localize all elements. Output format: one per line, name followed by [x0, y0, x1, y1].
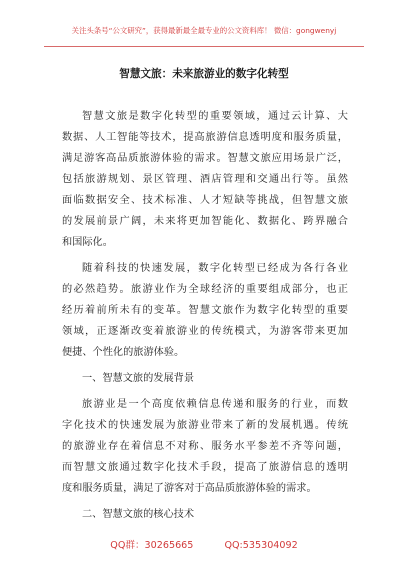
text-line: 度和服务质量，满足了游客对于高品质旅游体验的需求。: [62, 483, 317, 494]
qq-number-text: QQ:535304092: [224, 540, 298, 551]
paragraph: [62, 394, 348, 499]
paragraph: [62, 258, 348, 363]
text-line: 智慧文旅是数字化转型的重要领域，通过云计算、大: [82, 111, 348, 122]
text-line: 的必然趋势。旅游业作为全球经济的重要组成部分，也正: [62, 284, 348, 295]
text-line: 二、智慧文旅的核心技术: [82, 509, 195, 520]
text-line: 而智慧文旅通过数字化技术手段，提高了旅游信息的透明: [62, 462, 348, 473]
section-heading: [62, 368, 348, 389]
text-line: 包括旅游规划、景区管理、酒店管理和交通出行等。虽然: [62, 174, 348, 185]
document-body: [62, 106, 348, 525]
document-title: 智慧文旅：未来旅游业的数字化转型: [119, 68, 289, 80]
text-line: 一、智慧文旅的发展背景: [82, 373, 195, 384]
text-line: 数据、人工智能等技术，提高旅游信息透明度和服务质量，: [62, 132, 348, 143]
text-line: 的发展前景广阔，未来将更加智能化、数据化、跨界融合: [62, 216, 348, 227]
section-heading: [62, 504, 348, 525]
text-line: 面临数据安全、技术标准、人才短缺等挑战，但智慧文旅: [62, 195, 348, 206]
text-line: 的旅游业存在着信息不对称、服务水平参差不齐等问题，: [62, 441, 348, 452]
text-line: 旅游业是一个高度依赖信息传递和服务的行业，而数: [82, 399, 348, 410]
text-line: 经历着前所未有的变革。智慧文旅作为数字化转型的重要: [62, 305, 348, 316]
text-line: 满足游客高品质旅游体验的需求。智慧文旅应用场景广泛，: [62, 153, 348, 164]
header-promo-text: 关注头条号“公文研究”，获得最新最全最专业的公文资料库！ 微信：gongwenyj: [71, 26, 337, 35]
text-line: 随着科技的快速发展，数字化转型已经成为各行各业: [82, 263, 348, 274]
footer-contact: [0, 537, 408, 551]
text-line: 和国际化。: [62, 237, 113, 248]
paragraph: [62, 106, 348, 253]
text-line: 字化技术的快速发展为旅游业带来了新的发展机遇。传统: [62, 420, 348, 431]
text-line: 领域，正逐渐改变着旅游业的传统模式，为游客带来更加: [62, 326, 348, 337]
qq-group-text: QQ群：30265665: [110, 540, 194, 551]
header-divider: [44, 46, 364, 47]
text-line: 便捷、个性化的旅游体验。: [62, 347, 185, 358]
